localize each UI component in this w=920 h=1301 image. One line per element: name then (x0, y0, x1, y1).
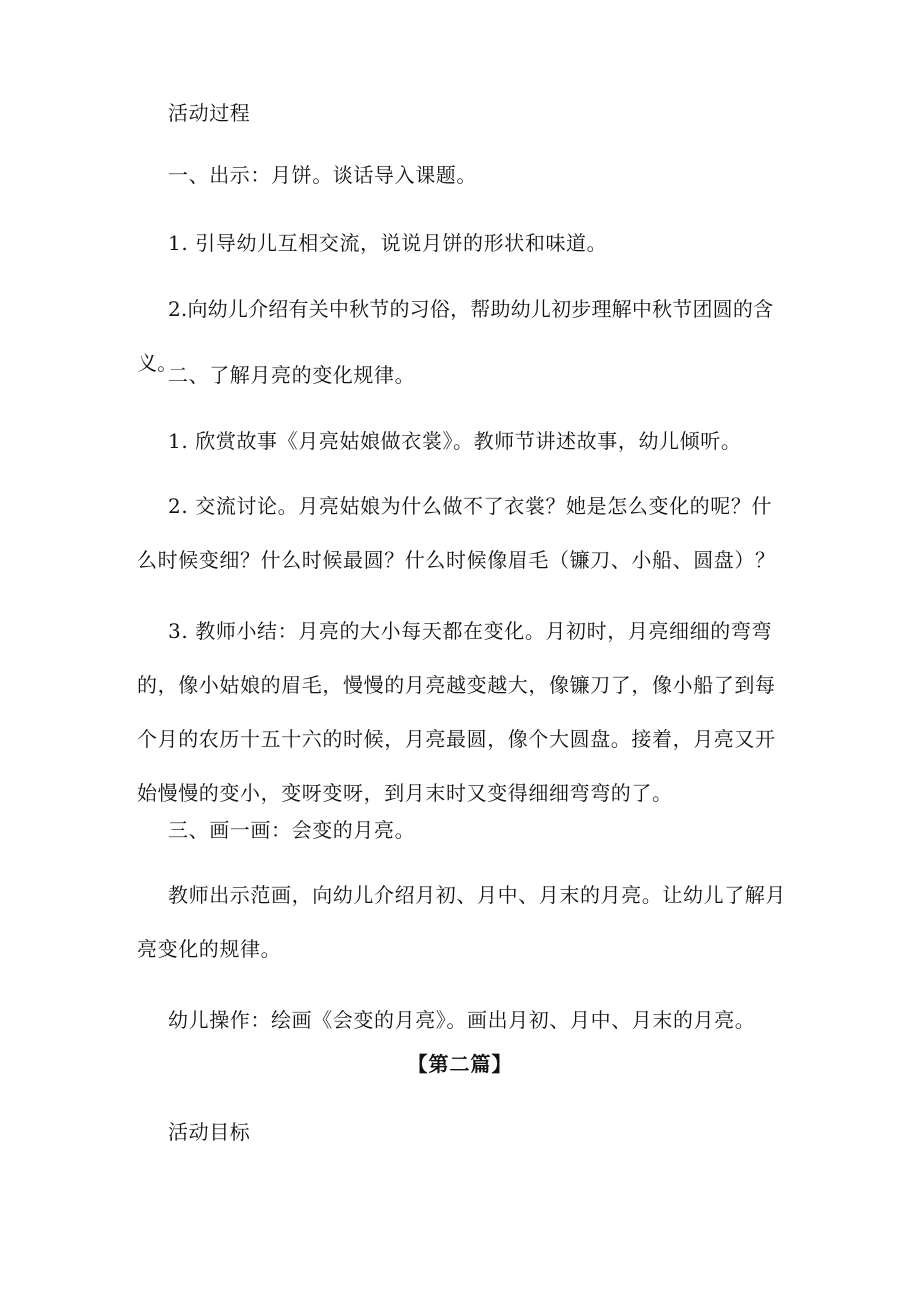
paragraph-step-one: 一、出示：月饼。谈话导入课题。 (168, 163, 477, 187)
section-heading: 【第二篇】 (407, 1052, 513, 1076)
paragraph-step-one-item-2: 2.向幼儿介绍有关中秋节的习俗，帮助幼儿初步理解中秋节团圆的含义。 (137, 297, 774, 375)
paragraph-activity-goals: 活动目标 (168, 1120, 251, 1144)
paragraph-step-two-item-2: 2. 交流讨论。月亮姑娘为什么做不了衣裳？她是怎么变化的呢？什么时候变细？什么时候最圆？什么时候像眉毛（镰刀、小船、圆盘）？ (137, 494, 776, 572)
paragraph-step-two: 二、了解月亮的变化规律。 (168, 363, 416, 387)
paragraph-child-operation: 幼儿操作：绘画《会变的月亮》。画出月初、月中、月末的月亮。 (168, 1008, 756, 1032)
paragraph-step-two-item-3: 3. 教师小结：月亮的大小每天都在变化。月初时，月亮细细的弯弯的，像小姑娘的眉毛，慢慢的月亮越变越大，像镰刀了，像小船了到每个月的农历十五十六的时候，月亮最圆，像个大圆盘。接着，月亮又开始慢慢的变小，变呀变呀，到月末时又变得细细弯弯的了。 (137, 619, 776, 805)
paragraph-step-two-item-1: 1. 欣赏故事《月亮姑娘做衣裳》。教师节讲述故事，幼儿倾听。 (168, 429, 742, 453)
paragraph-step-one-item-1: 1. 引导幼儿互相交流，说说月饼的形状和味道。 (168, 231, 608, 255)
paragraph-step-three-detail: 教师出示范画，向幼儿介绍月初、月中、月末的月亮。让幼儿了解月亮变化的规律。 (137, 883, 786, 961)
paragraph-activity-process: 活动过程 (168, 101, 251, 125)
paragraph-step-three: 三、画一画：会变的月亮。 (168, 818, 416, 842)
